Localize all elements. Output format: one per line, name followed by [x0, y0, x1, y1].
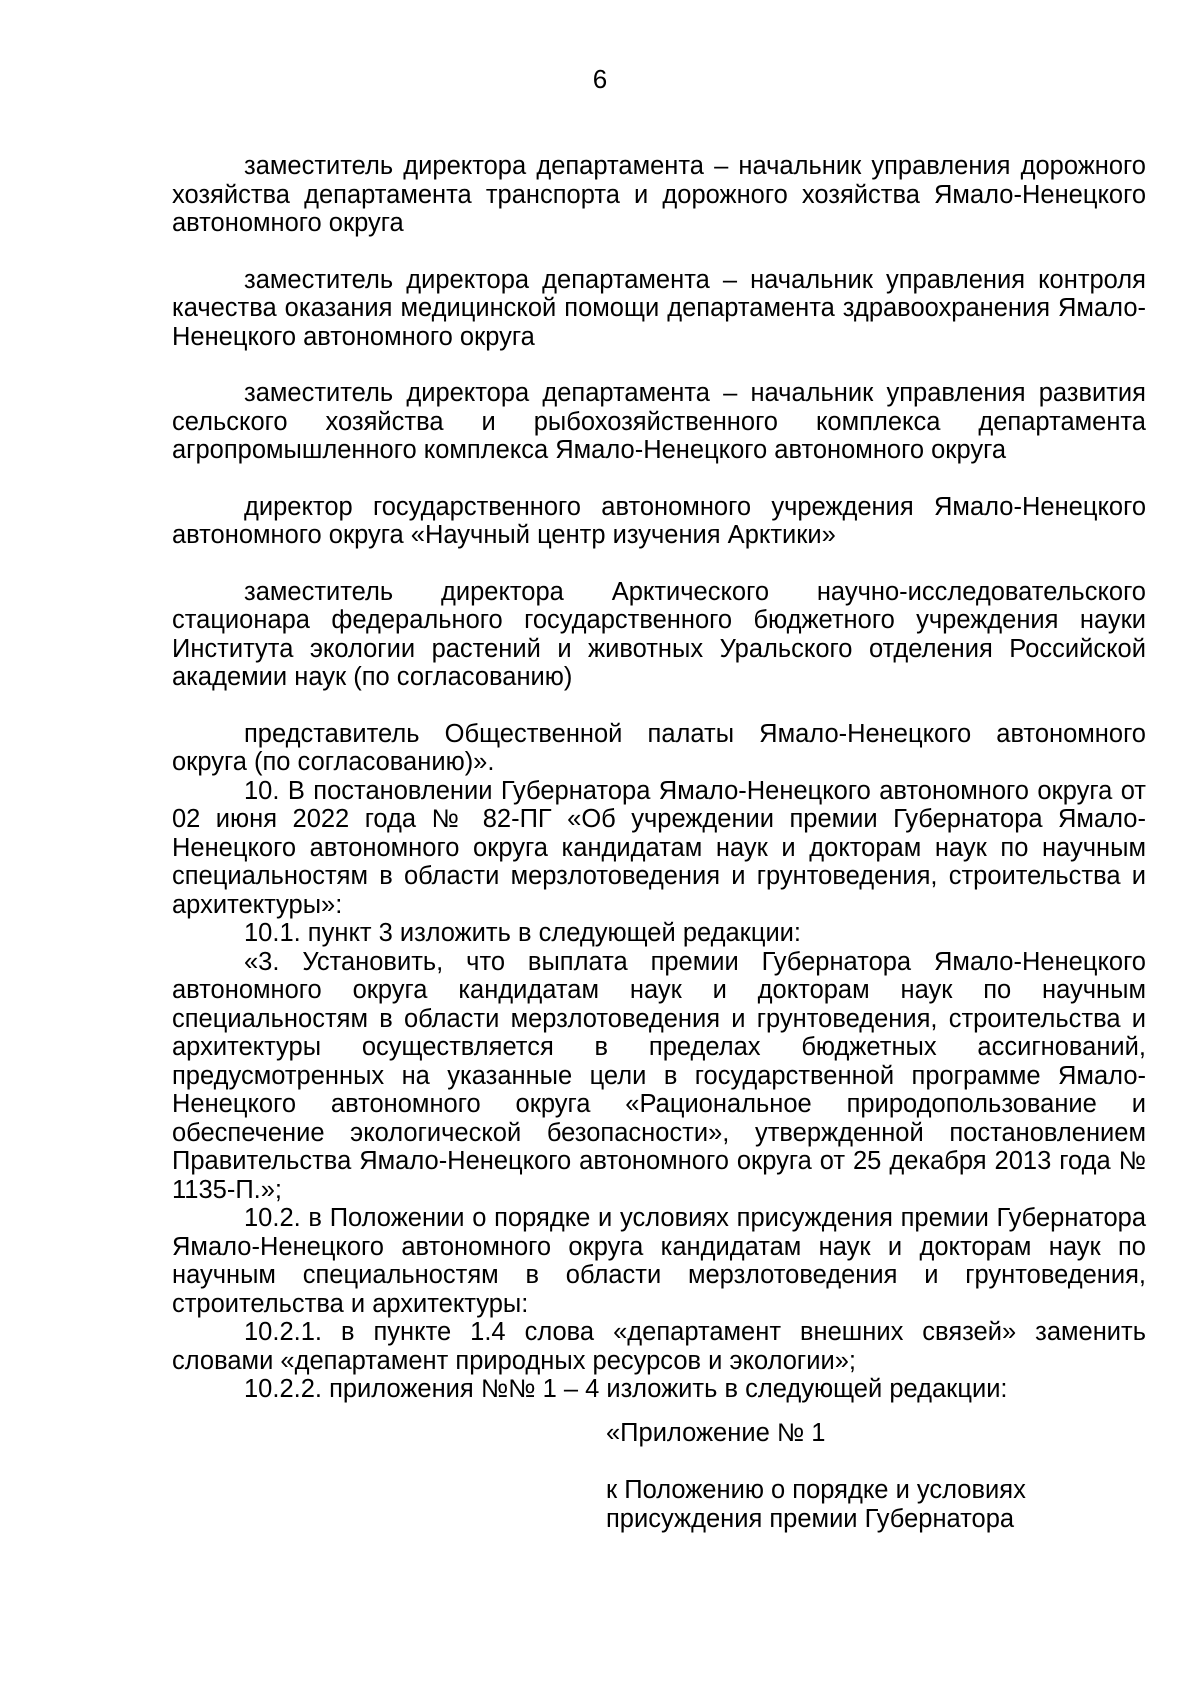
member-entry: заместитель директора департамента – начальник управления дорожного хозяйства департамента транспорта и дорожного хозяйства Ямало-Ненецкого автономного округа	[172, 152, 1146, 237]
document-body	[172, 152, 1146, 1404]
member-entry: директор государственного автономного учреждения Ямало-Ненецкого автономного округа «Научный центр изучения Арктики»	[172, 492, 1146, 549]
paragraph-item-10-2-2: 10.2.2. приложения №№ 1 – 4 изложить в следующей редакции:	[244, 1375, 1008, 1403]
appendix-heading	[606, 1419, 1166, 1534]
member-entry: заместитель директора департамента – начальник управления развития сельского хозяйства и рыбохозяйственного комплекса департамента агропромышленного комплекса Ямало-Ненецкого автономного округа	[172, 379, 1146, 464]
paragraph-item-10-2-1: 10.2.1. в пункте 1.4 слова «департамент внешних связей» заменить словами «департамент природных ресурсов и экологии»;	[172, 1318, 1146, 1375]
appendix-line-1: к Положению о порядке и условиях	[606, 1476, 1026, 1504]
paragraph-item-10: 10. В постановлении Губернатора Ямало-Ненецкого автономного округа от 02 июня 2022 года № 82-ПГ «Об учреждении премии Губернатора Ямало-Ненецкого автономного округа кандидатам наук и докторам наук по научным специальностям в области мерзлотоведения и грунтоведения, строительства и архитектуры»:	[172, 776, 1146, 919]
appendix-title: «Приложение № 1	[606, 1419, 826, 1447]
paragraph-item-10-2: 10.2. в Положении о порядке и условиях присуждения премии Губернатора Ямало-Ненецкого автономного округа кандидатам наук и докторам наук по научным специальностям в области мерзлотоведения и грунтоведения, строительства и архитектуры:	[172, 1204, 1146, 1318]
paragraph-item-10-1: 10.1. пункт 3 изложить в следующей редакции:	[244, 919, 802, 947]
member-entry: представитель Общественной палаты Ямало-Ненецкого автономного округа (по согласованию)».	[172, 719, 1146, 776]
appendix-line-2: присуждения премии Губернатора	[606, 1505, 1015, 1533]
paragraph-item-3-text: «3. Установить, что выплата премии Губернатора Ямало-Ненецкого автономного округа кандидатам наук и докторам наук по научным специальностям в области мерзлотоведения и грунтоведения, строительства и архитектуры осуществляется в пределах бюджетных ассигнований, предусмотренных на указанные цели в государственной программе Ямало-Ненецкого автономного округа «Рациональное природопользование и обеспечение экологической безопасности», утвержденной постановлением Правительства Ямало-Ненецкого автономного округа от 25 декабря 2013 года № 1135-П.»;	[172, 947, 1146, 1204]
member-entry: заместитель директора Арктического научно-исследовательского стационара федерального государственного бюджетного учреждения науки Института экологии растений и животных Уральского отделения Российской академии наук (по согласованию)	[172, 577, 1146, 691]
page-number: 6	[592, 64, 608, 94]
member-entry: заместитель директора департамента – начальник управления контроля качества оказания медицинской помощи департамента здравоохранения Ямало-Ненецкого автономного округа	[172, 265, 1146, 351]
